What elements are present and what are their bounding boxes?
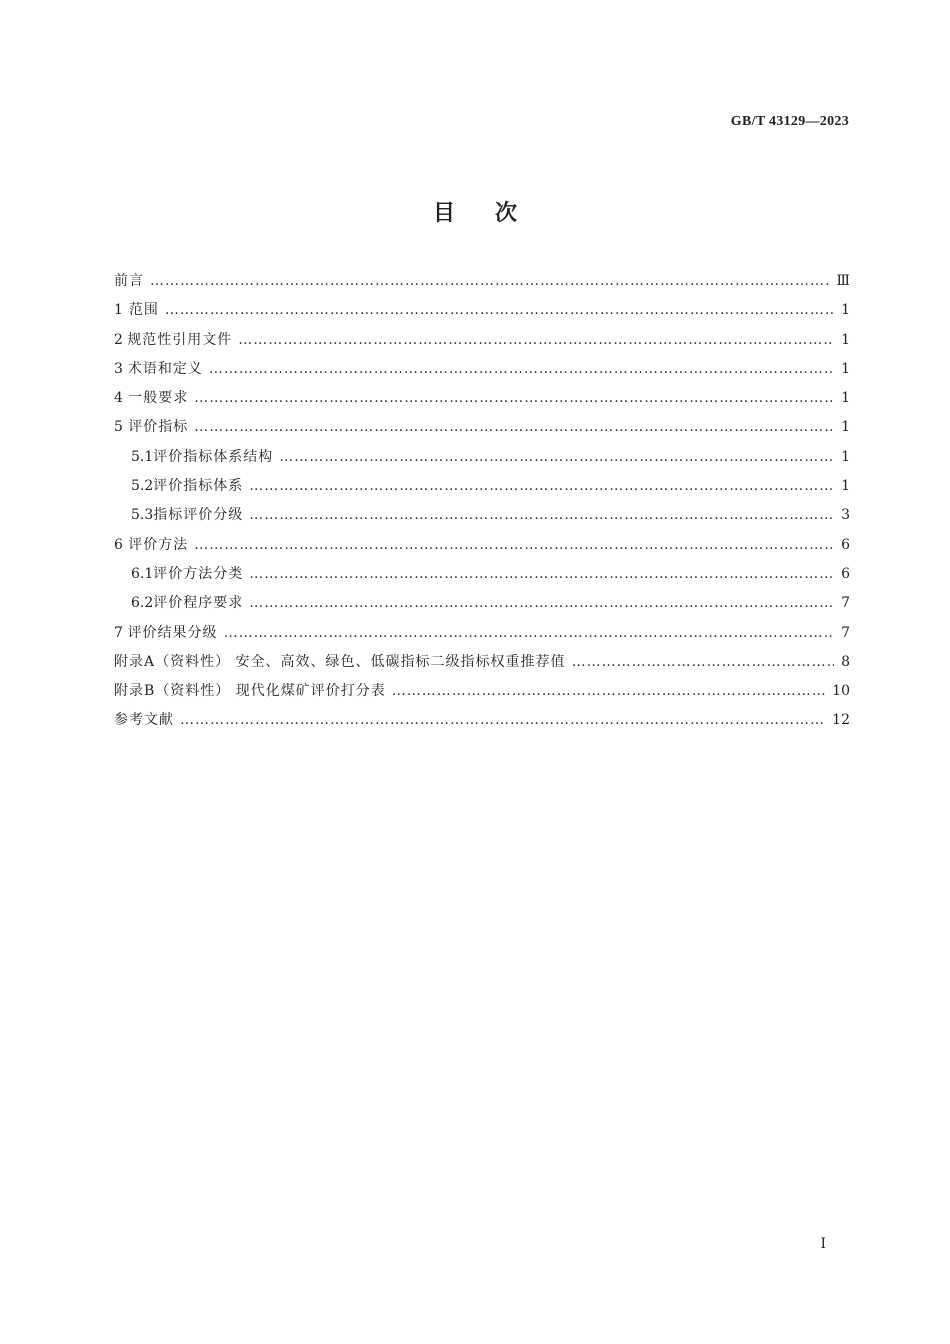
toc-label: 术语和定义 [127, 360, 203, 377]
toc-leader [392, 683, 826, 699]
toc-label: 评价程序要求 [153, 595, 244, 612]
toc-label: 范围 [128, 302, 159, 319]
toc-label: 参考文献 [114, 712, 174, 729]
toc-leader [249, 507, 834, 523]
toc-page: 7 [841, 595, 850, 612]
toc-entry-5-3[interactable] [114, 504, 850, 533]
toc-page: 8 [841, 653, 850, 670]
toc-label: 规范性引用文件 [127, 331, 233, 348]
toc-number: 2 [114, 331, 123, 348]
toc-page: 12 [832, 712, 850, 729]
toc-leader [224, 625, 834, 641]
toc-page: 1 [841, 331, 850, 348]
toc-page: 1 [841, 419, 850, 436]
document-code: GB/T 43129—2023 [730, 114, 849, 129]
toc-leader [249, 595, 834, 611]
toc-entry-appendix-a[interactable] [114, 651, 850, 680]
toc-leader [194, 537, 834, 553]
toc-entry-bibliography[interactable] [114, 709, 850, 738]
toc-label: 附录A（资料性） 安全、高效、绿色、低碳指标二级指标权重推荐值 [114, 653, 566, 670]
toc-leader [194, 419, 834, 435]
toc-leader [249, 566, 834, 582]
toc-number: 6.1 [131, 565, 154, 582]
toc-leader [165, 302, 834, 318]
toc-page: 10 [832, 683, 850, 700]
toc-number: 1 [114, 302, 123, 319]
toc-page: 7 [841, 624, 850, 641]
toc-leader [572, 654, 834, 670]
toc-label: 评价指标体系 [153, 478, 244, 495]
toc-label: 评价指标体系结构 [153, 448, 274, 465]
toc-entry-1[interactable] [114, 299, 850, 328]
toc-entry-5[interactable] [114, 416, 850, 445]
table-of-contents [114, 270, 850, 739]
toc-label: 前言 [114, 273, 144, 289]
toc-entry-5-2[interactable] [114, 475, 850, 504]
toc-label: 评价方法分类 [153, 565, 244, 582]
toc-leader [279, 449, 834, 465]
toc-number: 5.1 [131, 448, 154, 465]
toc-leader [194, 390, 834, 406]
toc-entry-3[interactable] [114, 358, 850, 387]
toc-number: 7 [114, 624, 123, 641]
toc-entry-7[interactable] [114, 622, 850, 651]
toc-page: 1 [841, 360, 850, 377]
toc-label: 评价结果分级 [127, 624, 218, 641]
toc-page: 6 [841, 565, 850, 582]
toc-page: Ⅲ [836, 273, 850, 289]
toc-label: 指标评价分级 [153, 507, 244, 524]
toc-page: 6 [841, 536, 850, 553]
toc-page: 1 [841, 390, 850, 407]
toc-page: 3 [841, 507, 850, 524]
toc-entry-4[interactable] [114, 387, 850, 416]
page-number: Ⅰ [820, 1236, 826, 1252]
toc-number: 3 [114, 360, 123, 377]
toc-leader [209, 361, 834, 377]
toc-label: 评价指标 [128, 419, 189, 436]
toc-entry-6[interactable] [114, 534, 850, 563]
toc-number: 5.3 [131, 507, 154, 524]
toc-leader [180, 712, 826, 728]
toc-leader [150, 273, 830, 289]
toc-entry-appendix-b[interactable] [114, 680, 850, 709]
toc-page: 1 [841, 302, 850, 319]
toc-label: 一般要求 [128, 390, 189, 407]
toc-number: 6 [114, 536, 123, 553]
toc-entry-6-2[interactable] [114, 592, 850, 621]
toc-leader [249, 478, 834, 494]
toc-page: 1 [841, 478, 850, 495]
toc-label: 附录B（资料性） 现代化煤矿评价打分表 [114, 683, 386, 700]
toc-entry-2[interactable] [114, 329, 850, 358]
toc-entry-6-1[interactable] [114, 563, 850, 592]
toc-leader [238, 332, 834, 348]
toc-page: 1 [841, 448, 850, 465]
toc-number: 5 [114, 419, 123, 436]
toc-number: 5.2 [131, 478, 154, 495]
toc-title: 目次 [432, 200, 557, 226]
toc-entry-5-1[interactable] [114, 446, 850, 475]
toc-number: 6.2 [131, 595, 154, 612]
toc-label: 评价方法 [128, 536, 189, 553]
toc-number: 4 [114, 390, 123, 407]
toc-entry-foreword[interactable] [114, 270, 850, 299]
